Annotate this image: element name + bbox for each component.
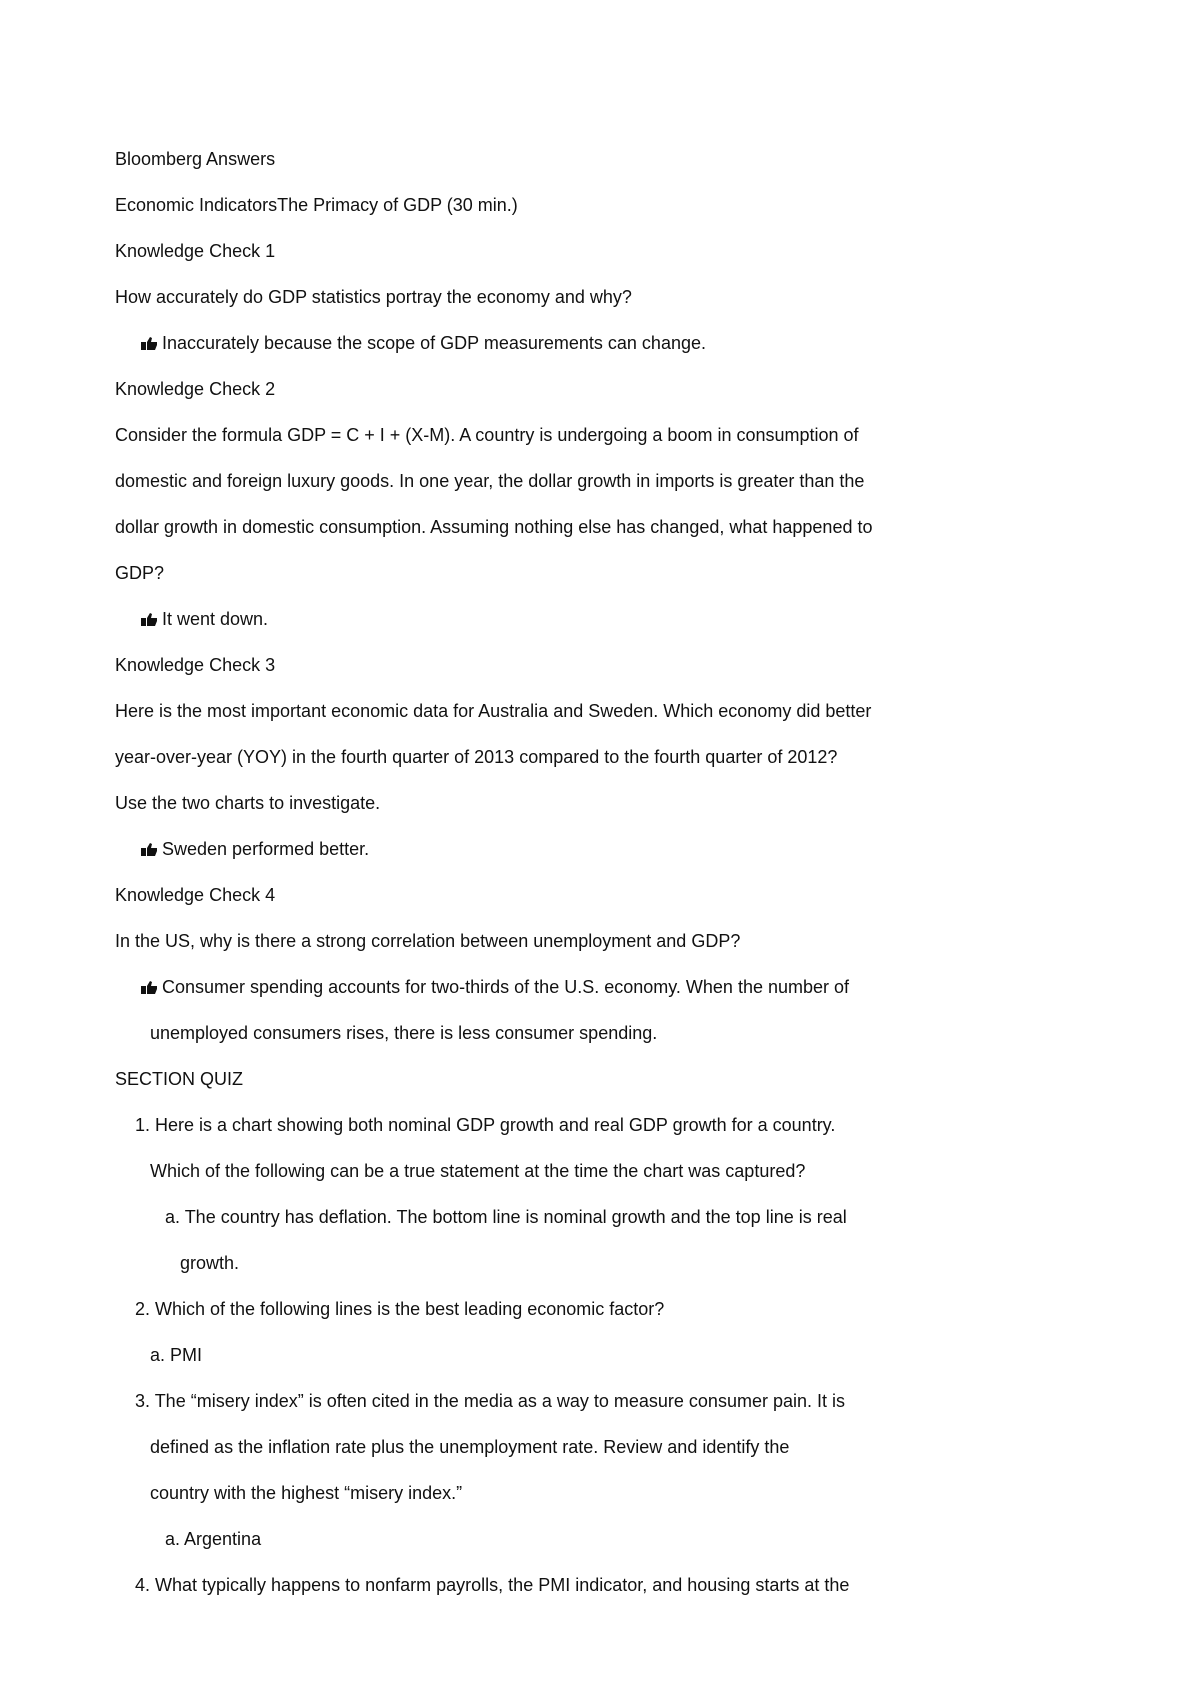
kc4-answer-line-1 xyxy=(140,976,849,998)
kc2-question-line-2: domestic and foreign luxury goods. In one year, the dollar growth in imports is greater than the xyxy=(115,471,865,491)
quiz-q3-answer: a. Argentina xyxy=(165,1529,262,1549)
kc3-question-line-1: Here is the most important economic data for Australia and Sweden. Which economy did better xyxy=(115,701,872,721)
quiz-q1-line-1: 1. Here is a chart showing both nominal GDP growth and real GDP growth for a country. xyxy=(135,1115,836,1135)
quiz-q3-line-1: 3. The “misery index” is often cited in the media as a way to measure consumer pain. It is xyxy=(135,1391,845,1411)
document-title: Bloomberg Answers xyxy=(115,149,276,169)
kc3-heading: Knowledge Check 3 xyxy=(115,655,276,675)
kc3-question-line-2: year-over-year (YOY) in the fourth quarter of 2013 compared to the fourth quarter of 2012? xyxy=(115,747,838,767)
answer-hand-icon xyxy=(140,611,158,627)
kc1-answer: Inaccurately because the scope of GDP measurements can change. xyxy=(162,333,706,353)
kc4-question: In the US, why is there a strong correlation between unemployment and GDP? xyxy=(115,931,741,951)
kc3-question-line-3: Use the two charts to investigate. xyxy=(115,793,381,813)
kc1-question: How accurately do GDP statistics portray the economy and why? xyxy=(115,287,632,307)
quiz-heading: SECTION QUIZ xyxy=(115,1069,244,1089)
kc1-answer-line xyxy=(140,332,706,354)
kc4-answer-line-2: unemployed consumers rises, there is less consumer spending. xyxy=(150,1023,658,1043)
quiz-q3-line-2: defined as the inflation rate plus the unemployment rate. Review and identify the xyxy=(150,1437,790,1457)
kc2-answer: It went down. xyxy=(162,609,269,629)
kc1-heading: Knowledge Check 1 xyxy=(115,241,276,261)
answer-hand-icon xyxy=(140,841,158,857)
quiz-q3-line-3: country with the highest “misery index.” xyxy=(150,1483,463,1503)
kc2-question-line-1: Consider the formula GDP = C + I + (X-M). A country is undergoing a boom in consumption of xyxy=(115,425,859,445)
quiz-q4-line-1: 4. What typically happens to nonfarm payrolls, the PMI indicator, and housing starts at the xyxy=(135,1575,850,1595)
quiz-q2-answer: a. PMI xyxy=(150,1345,203,1365)
quiz-q1-answer-line-1: a. The country has deflation. The bottom line is nominal growth and the top line is real xyxy=(165,1207,847,1227)
quiz-q1-line-2: Which of the following can be a true statement at the time the chart was captured? xyxy=(150,1161,806,1181)
kc2-question-line-3: dollar growth in domestic consumption. Assuming nothing else has changed, what happened to xyxy=(115,517,873,537)
kc3-answer-line xyxy=(140,838,369,860)
quiz-q2: 2. Which of the following lines is the best leading economic factor? xyxy=(135,1299,665,1319)
answer-hand-icon xyxy=(140,335,158,351)
kc4-answer-text-1: Consumer spending accounts for two-thirds of the U.S. economy. When the number of xyxy=(162,977,850,997)
answer-hand-icon xyxy=(140,979,158,995)
kc4-heading: Knowledge Check 4 xyxy=(115,885,276,905)
kc2-answer-line xyxy=(140,608,268,630)
kc2-heading: Knowledge Check 2 xyxy=(115,379,276,399)
quiz-q1-answer-line-2: growth. xyxy=(180,1253,240,1273)
kc3-answer: Sweden performed better. xyxy=(162,839,370,859)
document-subtitle: Economic IndicatorsThe Primacy of GDP (30 min.) xyxy=(115,195,518,215)
kc2-question-line-4: GDP? xyxy=(115,563,165,583)
